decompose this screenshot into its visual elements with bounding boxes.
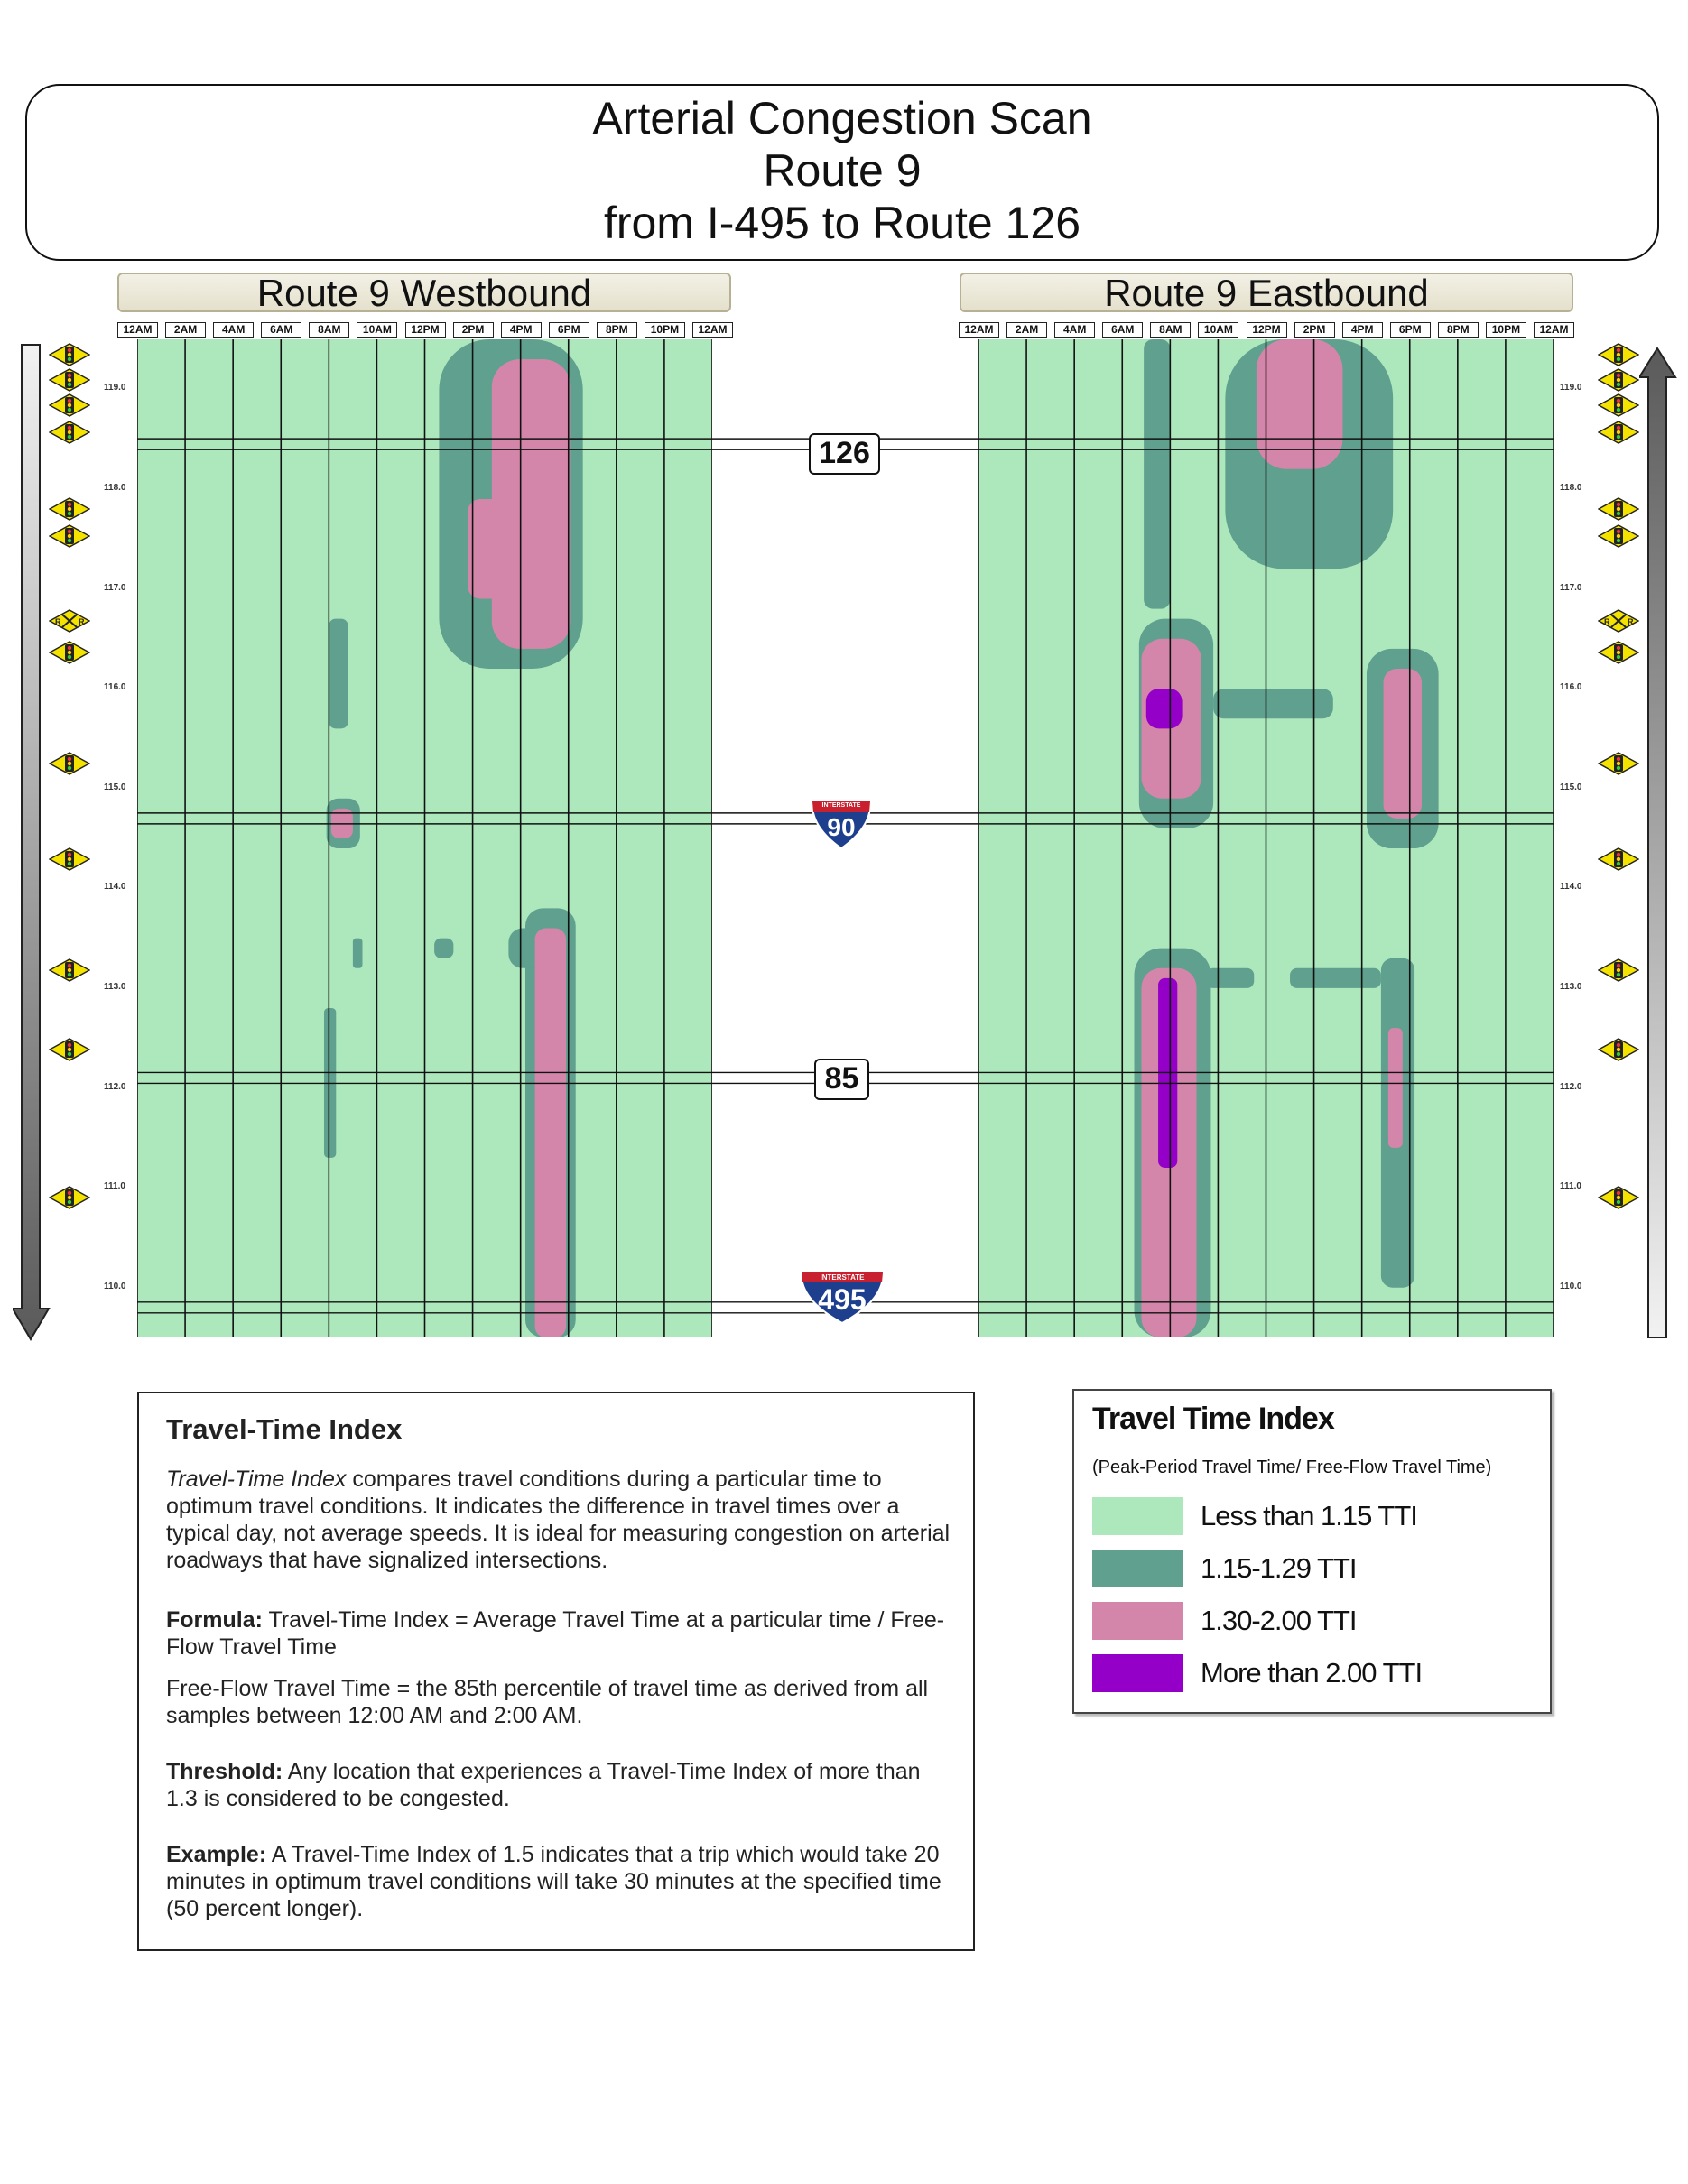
milepost-tick-label: 116.0 — [104, 682, 126, 693]
legend-label: More than 2.00 TTI — [1201, 1657, 1423, 1689]
traffic-signal-svg — [49, 752, 90, 775]
svg-text:R: R — [1604, 617, 1610, 626]
milepost-tick-label: 119.0 — [104, 383, 126, 393]
traffic-signal-icon — [1598, 524, 1639, 548]
time-tick-label: 2PM — [1294, 322, 1335, 338]
milepost-tick-label: 110.0 — [1560, 1281, 1582, 1291]
time-tick-label: 10AM — [357, 322, 397, 338]
eastbound-header: Route 9 Eastbound — [960, 273, 1573, 312]
milepost-tick-label: 119.0 — [1560, 383, 1582, 393]
legend-label: Less than 1.15 TTI — [1201, 1500, 1417, 1532]
traffic-signal-svg — [49, 524, 90, 548]
traffic-signal-icon — [1598, 421, 1639, 444]
time-tick-label: 6PM — [1390, 322, 1431, 338]
milepost-tick-label: 112.0 — [1560, 1081, 1582, 1092]
time-tick-label: 10PM — [645, 322, 685, 338]
traffic-signal-icon — [1598, 641, 1639, 664]
time-tick-label: 12PM — [1247, 322, 1287, 338]
milepost-tick-label: 112.0 — [104, 1081, 126, 1092]
legend-swatch — [1092, 1654, 1183, 1692]
traffic-signal-svg — [1598, 1038, 1639, 1061]
traffic-signal-icon — [1598, 497, 1639, 521]
time-tick-label: 2AM — [1006, 322, 1047, 338]
threshold-text: Any location that experiences a Travel-Time Index of more than 1.3 is considered to be congested. — [166, 1759, 921, 1811]
traffic-signal-icon — [49, 641, 90, 664]
traffic-signal-icon — [49, 343, 90, 366]
interstate-495-number: 495 — [818, 1283, 867, 1316]
time-tick-label: 8PM — [1438, 322, 1479, 338]
time-tick-label: 8AM — [309, 322, 349, 338]
traffic-signal-svg — [49, 1038, 90, 1061]
milepost-tick-label: 113.0 — [1560, 981, 1582, 992]
traffic-signal-svg — [49, 958, 90, 982]
railroad-crossing-icon — [49, 609, 90, 633]
traffic-signal-svg — [49, 497, 90, 521]
milepost-tick-label: 114.0 — [104, 882, 126, 893]
milepost-tick-label: 116.0 — [1560, 682, 1582, 693]
traffic-signal-svg — [1598, 1186, 1639, 1209]
chart-subtitle-route: Route 9 — [763, 145, 922, 196]
milepost-tick-label: 117.0 — [104, 582, 126, 593]
svg-text:R: R — [1628, 617, 1634, 626]
time-tick-label: 12AM — [117, 322, 158, 338]
time-tick-label: 4AM — [1054, 322, 1095, 338]
route-126-shield: 126 — [809, 433, 880, 475]
railroad-crossing-svg — [49, 609, 90, 633]
formula-text: Travel-Time Index = Average Travel Time at a particular time / Free-Flow Travel Time — [166, 1607, 945, 1660]
time-tick-label: 12AM — [959, 322, 999, 338]
interstate-90-shield — [809, 800, 874, 850]
time-tick-label: 6AM — [261, 322, 301, 338]
traffic-signal-svg — [1598, 343, 1639, 366]
formula-label: Formula: — [166, 1607, 263, 1633]
traffic-signal-icon — [49, 1186, 90, 1209]
traffic-signal-svg — [1598, 421, 1639, 444]
definition-paragraph — [166, 1466, 951, 1574]
westbound-header: Route 9 Westbound — [117, 273, 731, 312]
time-tick-label: 2PM — [453, 322, 494, 338]
legend-swatch — [1092, 1602, 1183, 1640]
traffic-signal-icon — [49, 393, 90, 417]
example-label: Example: — [166, 1842, 267, 1867]
traffic-signal-svg — [49, 641, 90, 664]
definition-text: compares travel conditions during a particular time to optimum travel conditions. It indicates the difference in travel times over a typical day, not average speeds. It is ideal for measuring congestion on arterial roadways that have signalized intersections. — [166, 1467, 951, 1573]
time-tick-label: 12AM — [1534, 322, 1574, 338]
traffic-signal-svg — [49, 421, 90, 444]
traffic-signal-svg — [1598, 847, 1639, 871]
threshold-label: Threshold: — [166, 1759, 283, 1784]
time-tick-label: 8PM — [597, 322, 637, 338]
chart-title: Arterial Congestion Scan — [592, 93, 1092, 143]
route-85-shield: 85 — [814, 1059, 869, 1100]
interstate-495-banner: INTERSTATE — [820, 1273, 865, 1282]
time-tick-label: 4AM — [213, 322, 254, 338]
time-tick-label: 2AM — [165, 322, 206, 338]
traffic-signal-svg — [1598, 497, 1639, 521]
traffic-signal-icon — [1598, 1038, 1639, 1061]
time-tick-label: 6AM — [1102, 322, 1143, 338]
legend — [1072, 1389, 1552, 1714]
traffic-signal-icon — [49, 524, 90, 548]
traffic-signal-icon — [1598, 393, 1639, 417]
formula-paragraph — [166, 1606, 951, 1661]
traffic-signal-icon — [1598, 343, 1639, 366]
traffic-signal-icon — [49, 497, 90, 521]
railroad-crossing-icon — [1598, 609, 1639, 633]
milepost-tick-label: 118.0 — [1560, 482, 1582, 493]
milepost-tick-label: 115.0 — [1560, 782, 1582, 792]
time-tick-label: 4PM — [501, 322, 542, 338]
traffic-signal-svg — [49, 343, 90, 366]
traffic-signal-icon — [49, 368, 90, 392]
traffic-signal-icon — [1598, 752, 1639, 775]
traffic-signal-svg — [1598, 524, 1639, 548]
traffic-signal-icon — [49, 847, 90, 871]
traffic-signal-svg — [49, 368, 90, 392]
railroad-crossing-svg — [1598, 609, 1639, 633]
traffic-signal-icon — [49, 958, 90, 982]
definition-title: Travel-Time Index — [166, 1413, 403, 1445]
example-text: A Travel-Time Index of 1.5 indicates that a trip which would take 20 minutes in optimum travel conditions will take 30 minutes at the specified time (50 percent longer). — [166, 1842, 941, 1921]
traffic-signal-svg — [1598, 368, 1639, 392]
traffic-signal-svg — [1598, 958, 1639, 982]
time-tick-label: 12AM — [692, 322, 733, 338]
westbound-direction-arrow — [13, 343, 51, 1345]
milepost-tick-label: 111.0 — [104, 1181, 125, 1192]
interstate-90-number: 90 — [827, 813, 856, 841]
chart-subtitle-extent: from I-495 to Route 126 — [603, 198, 1081, 248]
time-tick-label: 10AM — [1198, 322, 1238, 338]
traffic-signal-svg — [49, 847, 90, 871]
definition-box — [137, 1392, 975, 1951]
svg-text:R: R — [55, 617, 61, 626]
time-tick-label: 10PM — [1486, 322, 1526, 338]
traffic-signal-icon — [1598, 1186, 1639, 1209]
milepost-tick-label: 113.0 — [104, 981, 126, 992]
traffic-signal-svg — [49, 1186, 90, 1209]
freeflow-paragraph: Free-Flow Travel Time = the 85th percentile of travel time as derived from all samples between 12:00 AM and 2:00 AM. — [166, 1676, 929, 1728]
milepost-tick-label: 114.0 — [1560, 882, 1582, 893]
milepost-tick-label: 110.0 — [104, 1281, 126, 1291]
legend-title: Travel Time Index — [1092, 1402, 1334, 1436]
eastbound-direction-arrow — [1639, 347, 1677, 1341]
threshold-paragraph — [166, 1758, 951, 1812]
example-paragraph — [166, 1841, 951, 1922]
traffic-signal-icon — [1598, 368, 1639, 392]
legend-swatch — [1092, 1497, 1183, 1535]
milepost-tick-label: 115.0 — [104, 782, 126, 792]
traffic-signal-svg — [1598, 641, 1639, 664]
interstate-495-shield — [798, 1271, 886, 1325]
time-tick-label: 8AM — [1150, 322, 1191, 338]
milepost-tick-label: 111.0 — [1560, 1181, 1581, 1192]
milepost-tick-label: 117.0 — [1560, 582, 1582, 593]
definition-term: Travel-Time Index — [166, 1467, 347, 1492]
traffic-signal-svg — [1598, 752, 1639, 775]
traffic-signal-icon — [49, 1038, 90, 1061]
legend-label: 1.15-1.29 TTI — [1201, 1552, 1357, 1584]
traffic-signal-icon — [49, 752, 90, 775]
time-tick-label: 4PM — [1342, 322, 1383, 338]
traffic-signal-icon — [1598, 847, 1639, 871]
traffic-signal-icon — [49, 421, 90, 444]
time-tick-label: 6PM — [549, 322, 589, 338]
traffic-signal-icon — [1598, 958, 1639, 982]
time-tick-label: 12PM — [405, 322, 446, 338]
legend-label: 1.30-2.00 TTI — [1201, 1605, 1357, 1636]
traffic-signal-svg — [1598, 393, 1639, 417]
milepost-tick-label: 118.0 — [104, 482, 126, 493]
legend-swatch — [1092, 1550, 1183, 1587]
traffic-signal-svg — [49, 393, 90, 417]
interstate-90-banner: INTERSTATE — [821, 802, 861, 809]
legend-subtitle: (Peak-Period Travel Time/ Free-Flow Travel Time) — [1092, 1458, 1492, 1477]
svg-text:R: R — [79, 617, 85, 626]
